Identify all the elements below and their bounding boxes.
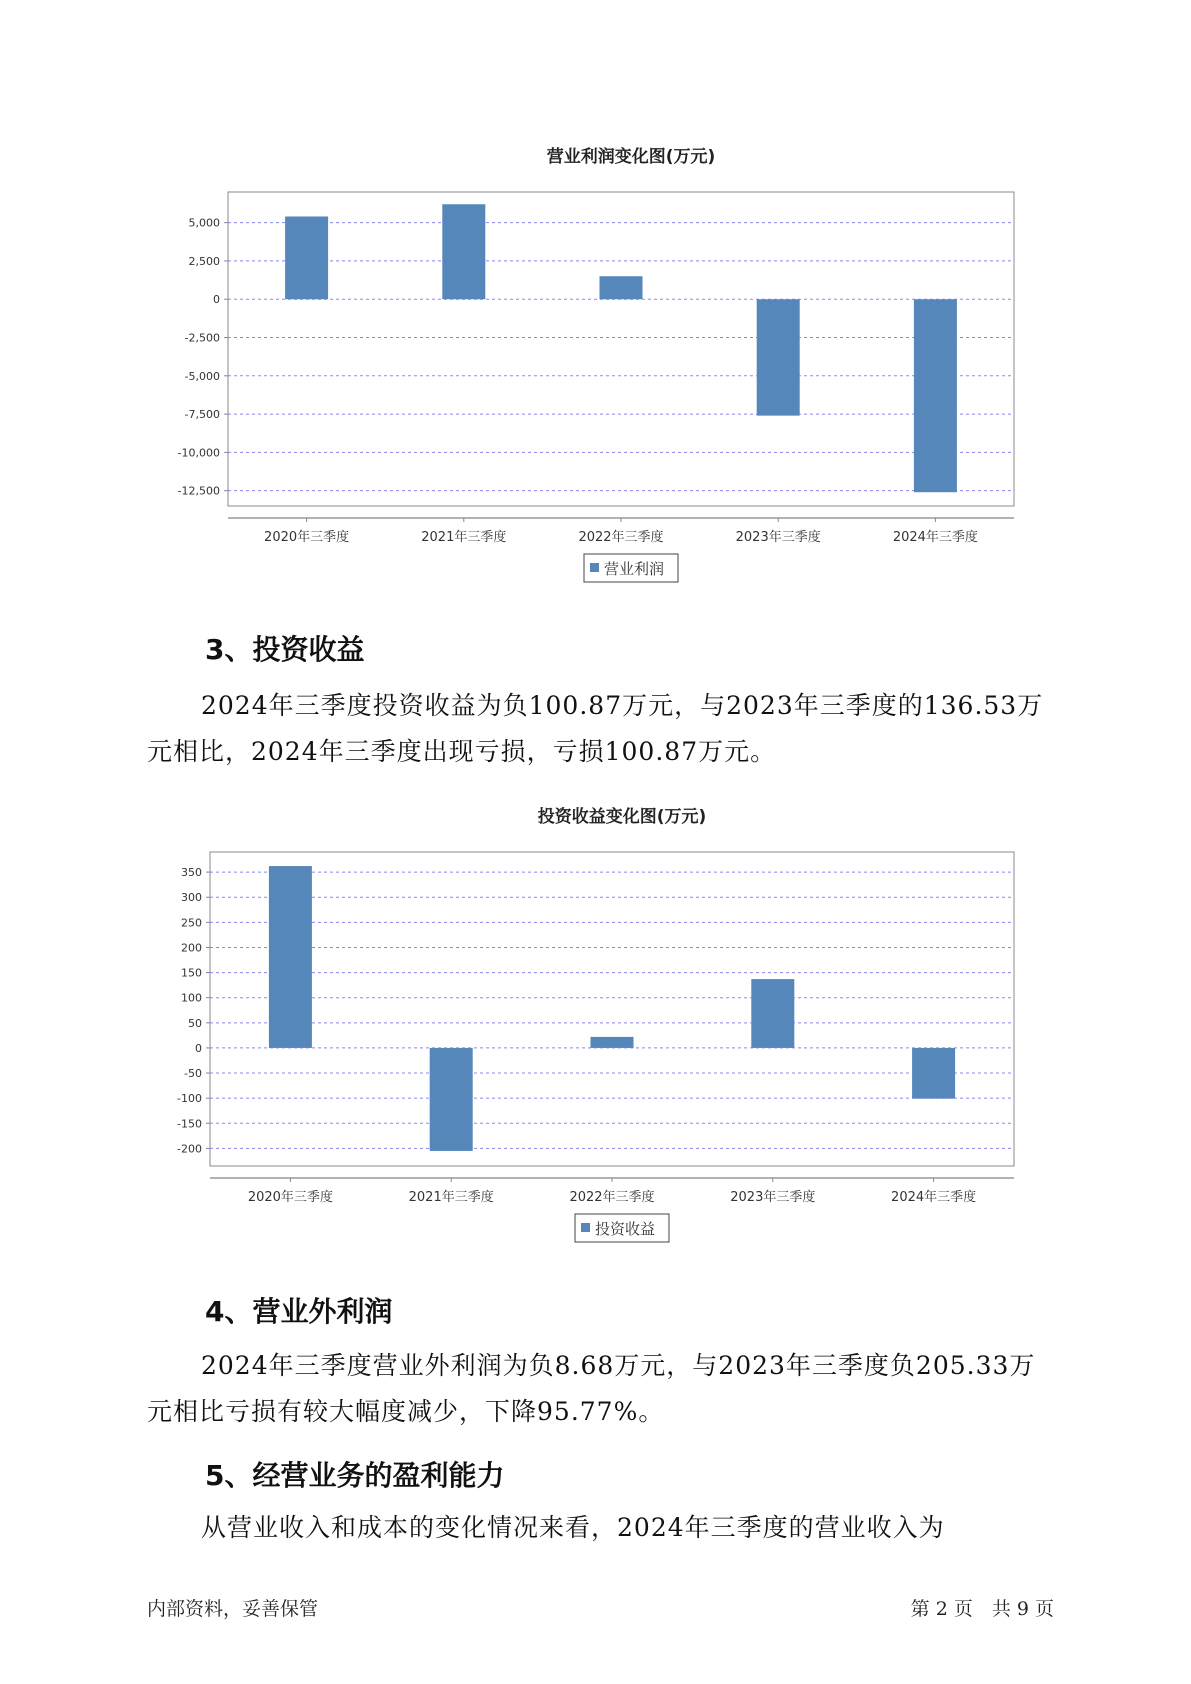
bar (912, 1048, 955, 1099)
legend-swatch (590, 563, 599, 572)
y-tick-label: -10,000 (177, 446, 220, 460)
x-tick-label: 2024年三季度 (891, 1190, 977, 1205)
section-5-heading: 5、经营业务的盈利能力 (205, 1459, 505, 1492)
plot-area (210, 852, 1014, 1166)
x-tick-label: 2023年三季度 (735, 530, 821, 545)
x-tick-label: 2022年三季度 (569, 1190, 655, 1205)
plot-area (228, 192, 1014, 506)
y-tick-label: 300 (181, 891, 202, 905)
bar (430, 1048, 473, 1151)
footer-page-number: 第 2 页 共 9 页 (910, 1598, 1054, 1620)
x-tick-label: 2020年三季度 (247, 1190, 333, 1205)
bar (757, 299, 800, 415)
footer-confidential: 内部资料，妥善保管 (147, 1598, 319, 1620)
y-tick-label: 250 (181, 916, 202, 930)
y-tick-label: -2,500 (184, 331, 220, 345)
investment-income-chart-svg (0, 800, 1191, 1260)
y-tick-label: -50 (184, 1067, 202, 1081)
y-tick-label: -12,500 (177, 484, 220, 498)
chart-title: 营业利润变化图(万元) (546, 147, 716, 167)
operating-profit-chart-svg (0, 140, 1191, 600)
y-tick-label: 5,000 (188, 216, 220, 230)
y-tick-label: -200 (177, 1142, 202, 1156)
section-5-text: 从营业收入和成本的变化情况来看，2024年三季度的营业收入为 (201, 1513, 945, 1542)
x-tick-label: 2023年三季度 (730, 1190, 816, 1205)
x-tick-label: 2021年三季度 (408, 1190, 494, 1205)
x-tick-label: 2020年三季度 (264, 530, 350, 545)
x-tick-label: 2022年三季度 (578, 530, 664, 545)
legend-label: 营业利润 (604, 560, 665, 578)
bar (600, 276, 643, 299)
section-3-heading: 3、投资收益 (205, 633, 365, 666)
bar (751, 979, 794, 1048)
y-tick-label: -7,500 (184, 408, 220, 422)
y-tick-label: 200 (181, 941, 202, 955)
y-tick-label: 0 (213, 293, 220, 307)
legend-swatch (581, 1223, 590, 1232)
bar (285, 217, 328, 300)
operating-profit-chart (0, 140, 1191, 600)
x-tick-label: 2024年三季度 (892, 530, 978, 545)
investment-income-chart (0, 800, 1191, 1260)
y-tick-label: 0 (195, 1041, 202, 1055)
section-4-text: 2024年三季度营业外利润为负8.68万元，与2023年三季度负205.33万元相比亏损有较大幅度减少，下降95.77%。 (147, 1351, 1036, 1426)
section-3-text: 2024年三季度投资收益为负100.87万元，与2023年三季度的136.53万元相比，2024年三季度出现亏损，亏损100.87万元。 (147, 691, 1044, 766)
y-tick-label: -5,000 (184, 369, 220, 383)
bar (442, 204, 485, 299)
bar (269, 866, 312, 1048)
bar (591, 1037, 634, 1048)
legend-label: 投资收益 (595, 1220, 656, 1238)
x-tick-label: 2021年三季度 (421, 530, 507, 545)
y-tick-label: 2,500 (188, 254, 220, 268)
section-4-heading: 4、营业外利润 (205, 1295, 393, 1328)
y-tick-label: 100 (181, 991, 202, 1005)
y-tick-label: -150 (177, 1117, 202, 1131)
chart-title: 投资收益变化图(万元) (537, 807, 707, 827)
y-tick-label: -100 (177, 1092, 202, 1106)
y-tick-label: 150 (181, 966, 202, 980)
bar (914, 299, 957, 492)
y-tick-label: 50 (188, 1016, 202, 1030)
y-tick-label: 350 (181, 866, 202, 880)
